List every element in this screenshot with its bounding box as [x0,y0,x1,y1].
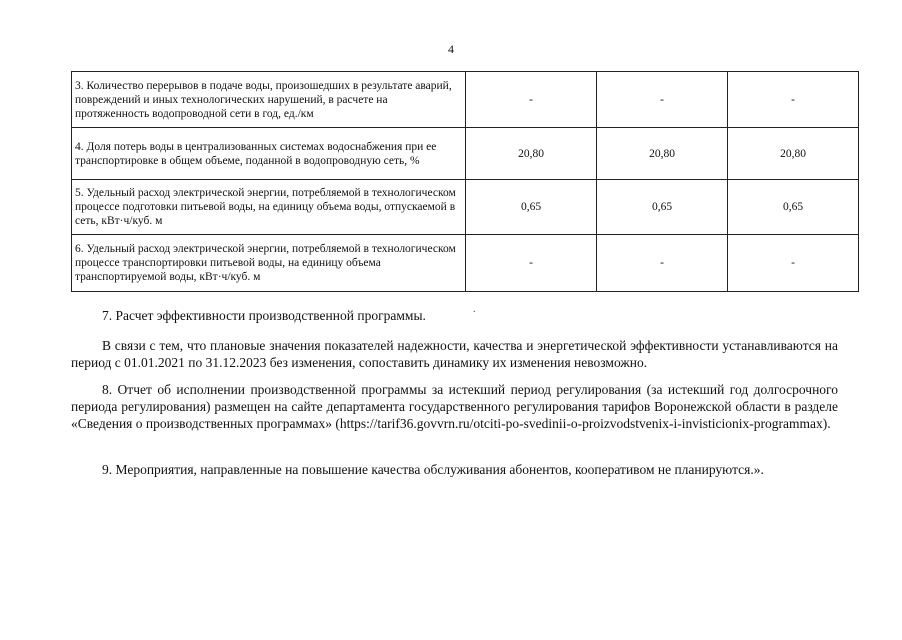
section-8-paragraph [71,381,838,432]
indicator-value: 0,65 [466,180,597,235]
indicator-value: 0,65 [728,180,859,235]
indicator-label: 6. Удельный расход электрической энергии, потребляемой в технологическом процессе транспортировки питьевой воды, на единицу объема транспортируемой воды, кВт·ч/куб. м [72,235,466,292]
section-9-paragraph [71,461,838,478]
efficiency-paragraph [71,337,838,371]
table-row [72,72,859,128]
section-9-text: 9. Мероприятия, направленные на повышение качества обслуживания абонентов, кооперативом не планируются.». [102,462,764,477]
indicator-value: - [597,72,728,128]
table-row [72,235,859,292]
indicator-value: - [466,235,597,292]
indicator-value: - [466,72,597,128]
page-number: 4 [448,42,454,56]
indicator-label: 4. Доля потерь воды в централизованных системах водоснабжения при ее транспортировке в общем объеме, поданной в водопроводную сеть, % [72,128,466,180]
table-row [72,180,859,235]
efficiency-text: В связи с тем, что плановые значения показателей надежности, качества и энергетической эффективности устанавливаются на период с 01.01.2021 по 31.12.2023 без изменения, сопоставить динамику их изменения невозможно. [71,338,838,370]
section-8-text: 8. Отчет об исполнении производственной программы за истекший период регулирования (за истекший год долгосрочного периода регулирования) размещен на сайте департамента государственного регулирования тарифов Воронежской области в разделе «Сведения о производственных программах» (https://tarif36.govvrn.ru/otciti-po-svedinii-o-proizvodstvenix-i-invisticionix-programmax). [71,382,838,431]
section-7-heading [71,307,838,324]
section-7-text: 7. Расчет эффективности производственной программы. [102,308,426,323]
indicator-value: - [597,235,728,292]
indicator-value: - [728,235,859,292]
scan-speck: . [473,304,476,315]
indicator-value: 20,80 [597,128,728,180]
indicator-label: 5. Удельный расход электрической энергии, потребляемой в технологическом процессе подготовки питьевой воды, на единицу объема воды, отпускаемой в сеть, кВт·ч/куб. м [72,180,466,235]
indicator-value: 20,80 [728,128,859,180]
indicator-value: 20,80 [466,128,597,180]
table-row [72,128,859,180]
indicator-value: 0,65 [597,180,728,235]
indicator-value: - [728,72,859,128]
indicator-label: 3. Количество перерывов в подаче воды, произошедших в результате аварий, повреждений и иных технологических нарушений, в расчете на протяженность водопроводной сети в год, ед./км [72,72,466,128]
indicators-table [71,71,859,292]
